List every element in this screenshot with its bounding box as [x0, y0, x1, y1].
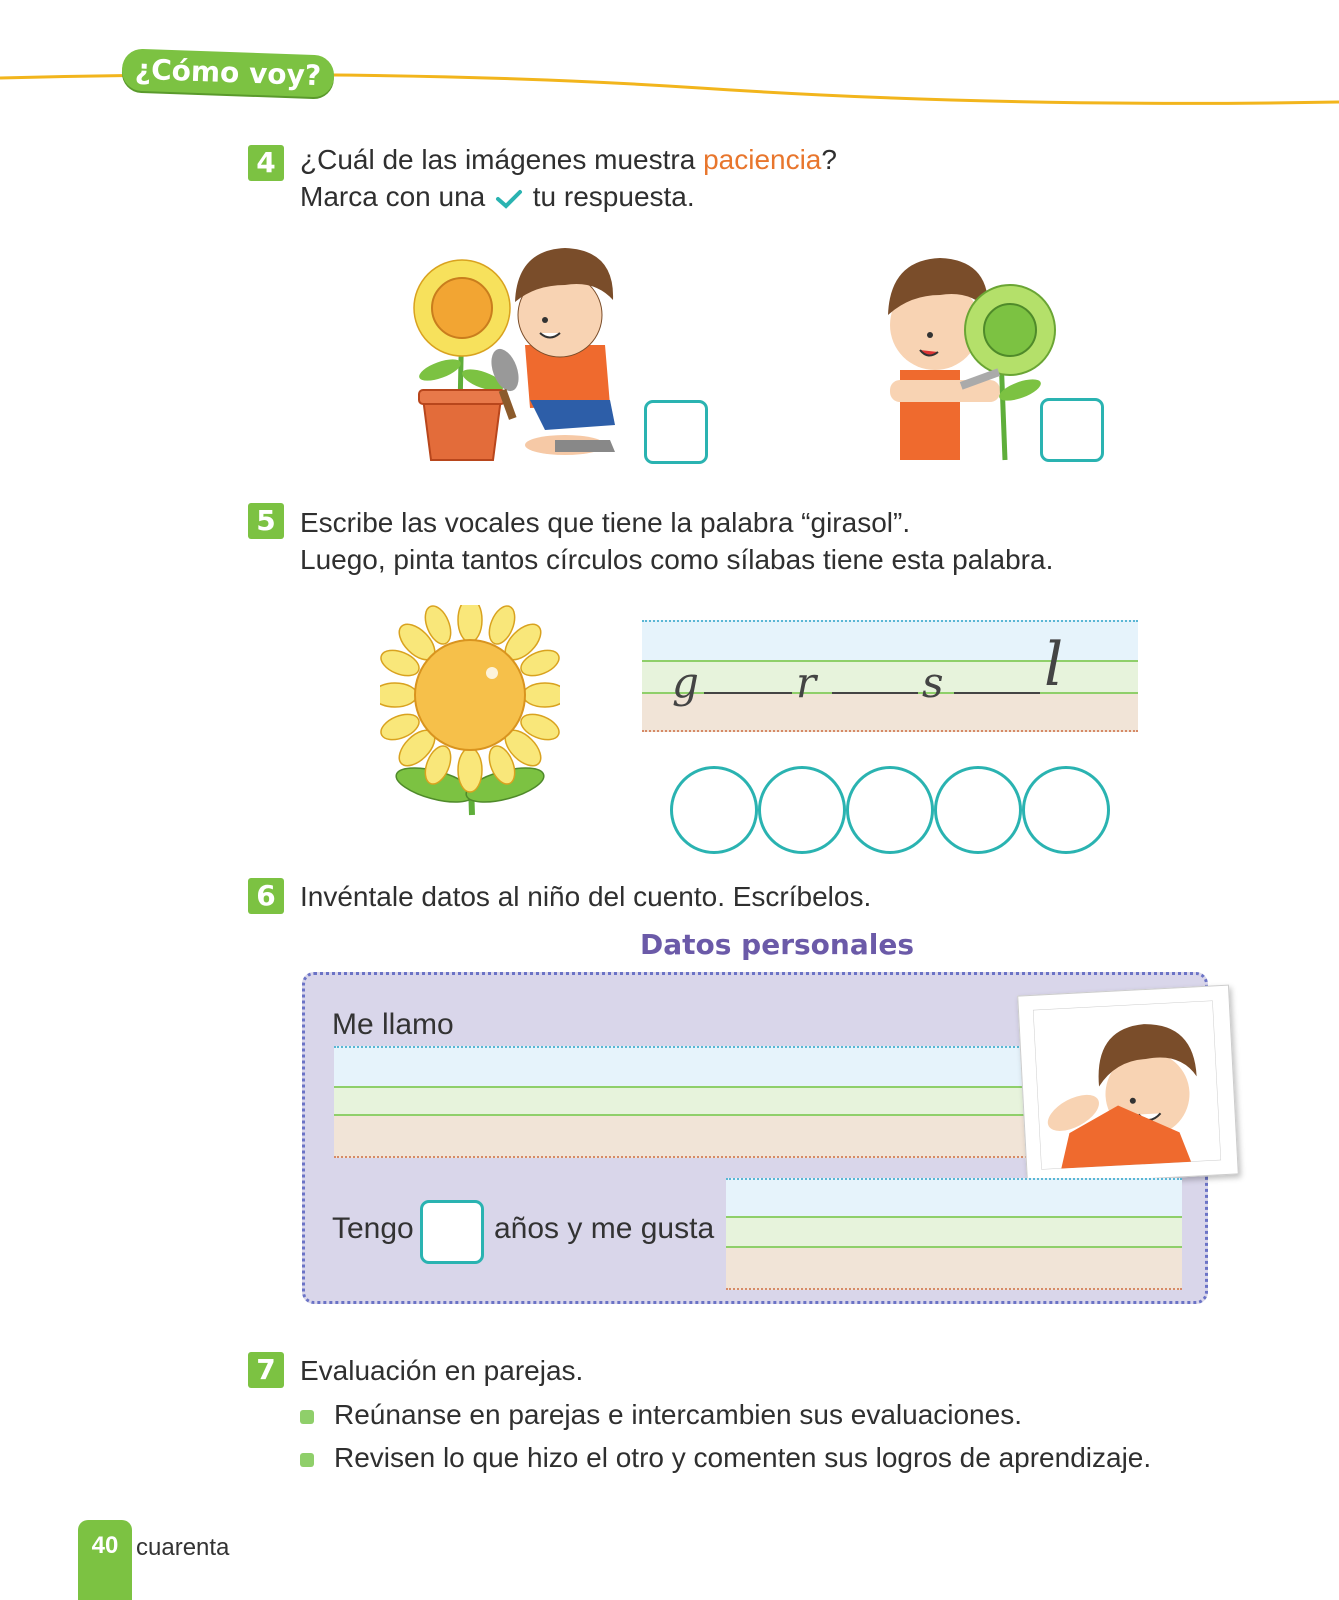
q4-line2-before: Marca con una	[300, 181, 493, 212]
syllable-circle-2[interactable]	[758, 766, 846, 854]
q5-line1: Escribe las vocales que tiene la palabra “girasol”.	[300, 507, 911, 538]
name-line-bottom	[334, 1116, 1034, 1158]
syllable-circle-3[interactable]	[846, 766, 934, 854]
q7-bullet-1: Reúnanse en parejas e intercambien sus evaluaciones.	[334, 1399, 1022, 1430]
page-word: cuarenta	[136, 1534, 230, 1561]
header-badge-label: ¿Cómo voy?	[134, 52, 322, 93]
name-line-top	[334, 1046, 1034, 1088]
q4-answer-box-2[interactable]	[1040, 398, 1104, 462]
anos-me-gusta-label: años y me gusta	[494, 1212, 715, 1245]
boy-planting-sunflower-illustration	[405, 230, 655, 475]
question-4-text	[300, 141, 837, 215]
page-number-tab	[78, 1520, 132, 1600]
question-5-number: 5	[248, 503, 284, 539]
name-line-middle[interactable]	[334, 1086, 1034, 1116]
datos-personales-title: Datos personales	[640, 928, 914, 961]
likes-line-bottom	[726, 1248, 1182, 1290]
sunflower-illustration	[380, 605, 560, 820]
q4-keyword: paciencia	[703, 144, 822, 175]
tengo-label: Tengo	[332, 1212, 414, 1245]
q4-answer-box-1[interactable]	[644, 400, 708, 464]
traced-letter-r: r	[796, 658, 817, 707]
syllable-circle-1[interactable]	[670, 766, 758, 854]
traced-letter-g: g	[672, 658, 699, 707]
q7-bullet-2: Revisen lo que hizo el otro y comenten sus logros de aprendizaje.	[334, 1442, 1152, 1473]
likes-line-top	[726, 1178, 1182, 1218]
blank-vowel-2[interactable]	[832, 692, 918, 694]
question-6-number: 6	[248, 878, 284, 914]
likes-line-middle[interactable]	[726, 1216, 1182, 1248]
traced-letter-l: l	[1044, 630, 1064, 700]
bullet-icon	[300, 1410, 314, 1424]
boy-portrait-illustration	[1033, 1000, 1221, 1169]
syllable-circle-4[interactable]	[934, 766, 1022, 854]
girasol-traced-letters	[672, 620, 1122, 730]
bullet-icon	[300, 1453, 314, 1467]
question-4-number: 4	[248, 145, 284, 181]
me-llamo-label: Me llamo	[332, 1008, 454, 1041]
q5-line2: Luego, pinta tantos círculos como sílabas tiene esta palabra.	[300, 544, 1054, 575]
q4-line1-before: ¿Cuál de las imágenes muestra	[300, 144, 704, 175]
question-6-text: Invéntale datos al niño del cuento. Escríbelos.	[300, 881, 872, 912]
question-5-text	[300, 504, 1053, 578]
traced-letter-s: s	[922, 658, 944, 707]
header-badge	[121, 48, 334, 97]
page-number: 40	[91, 1532, 119, 1559]
q4-line2-after: tu respuesta.	[525, 181, 695, 212]
boy-photo-frame	[1017, 985, 1239, 1186]
checkmark-icon	[495, 189, 523, 209]
q4-line1-after: ?	[821, 144, 837, 175]
question-7-number: 7	[248, 1352, 284, 1388]
question-7-text: Evaluación en parejas.	[300, 1355, 584, 1386]
blank-vowel-1[interactable]	[704, 692, 792, 694]
blank-vowel-3[interactable]	[954, 692, 1040, 694]
syllable-circle-5[interactable]	[1022, 766, 1110, 854]
age-input-box[interactable]	[420, 1200, 484, 1264]
